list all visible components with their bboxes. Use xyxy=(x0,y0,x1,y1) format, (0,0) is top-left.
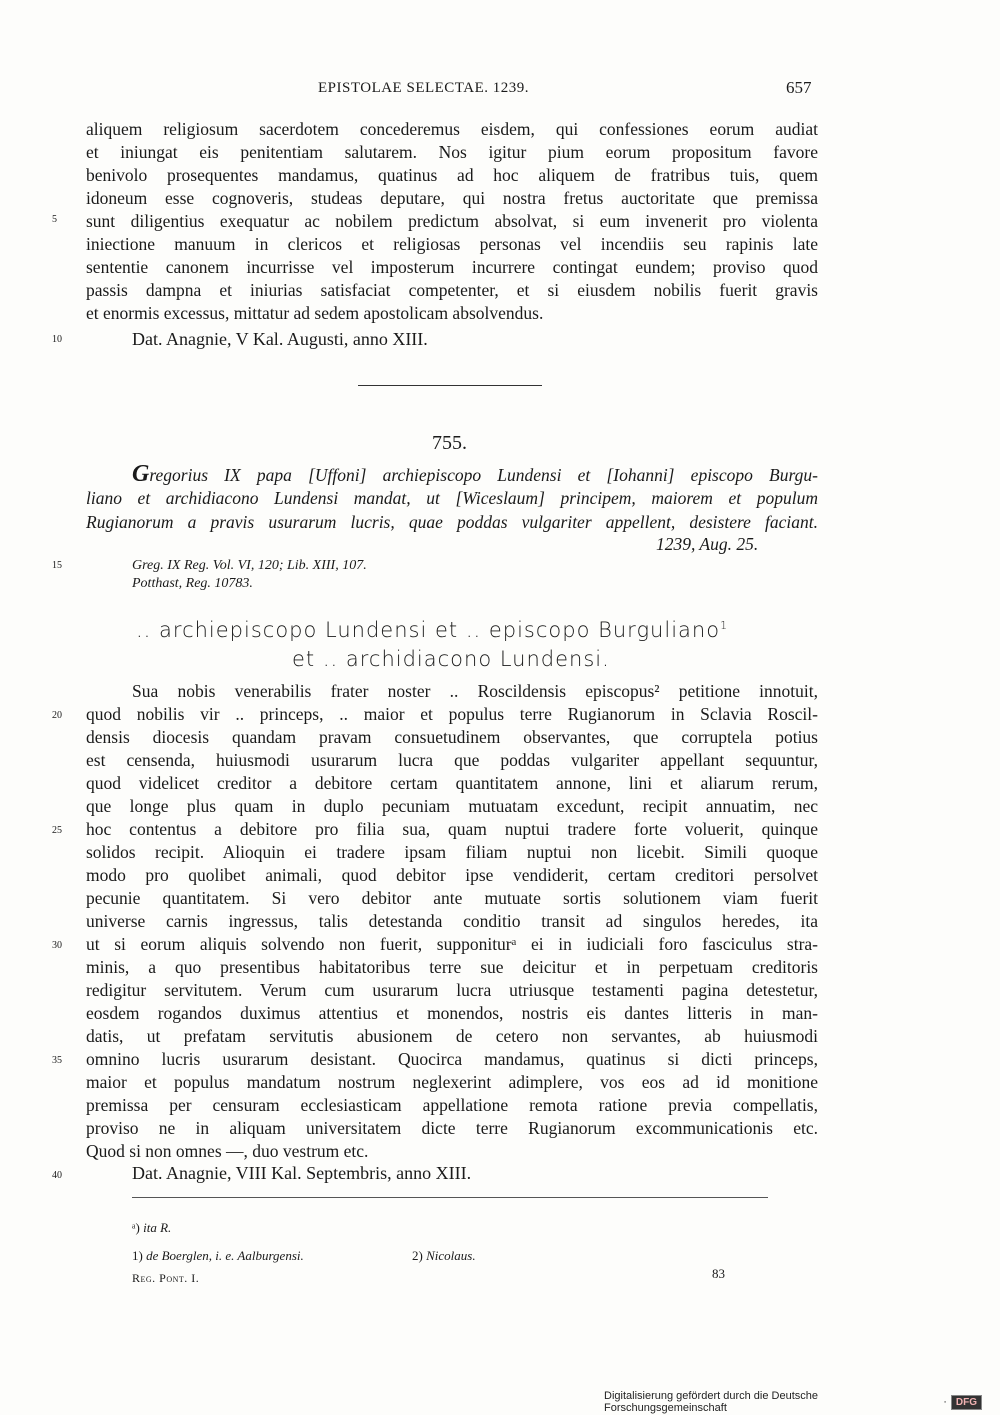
dfg-logo: DFG xyxy=(951,1395,982,1410)
text-line: idoneum esse cognoveris, studeas deputare, qui nostra fretus auctoritate que premissa xyxy=(86,188,818,208)
footnote-mark: 2) xyxy=(412,1248,423,1263)
text-line: omnino lucris usurarum desistant. Quocirca mandamus, quatinus si dicti princeps, xyxy=(86,1049,818,1069)
text-line: modo pro quolibet animali, quod debitor ipse vendiderit, certam creditori persolvet xyxy=(86,865,818,885)
summary-line: Rugianorum a pravis usurarum lucris, quae poddas vulgariter appellent, desistere faciant. xyxy=(86,512,818,532)
text-line: quod nobilis vir .. princeps, .. maior et populus terre Rugianorum in Sclavia Roscil- xyxy=(86,704,818,724)
digitization-footer: Digitalisierung gefördert durch die Deutsche Forschungsgemeinschaft · DFG xyxy=(604,1392,982,1412)
footnote-ref: 1 xyxy=(720,619,729,632)
address-line-2: et .. archidiacono Lundensi. xyxy=(292,647,610,671)
summary-text: regorius IX papa [Uffoni] archiepiscopo Lundensi et [Iohanni] episcopo Burgu- xyxy=(149,465,818,485)
footnote-text: ita R. xyxy=(143,1220,172,1235)
section-separator xyxy=(358,385,542,386)
text-line: et enormis excessus, mittatur ad sedem apostolicam absolvendus. xyxy=(86,303,544,323)
margin-line-number: 30 xyxy=(52,940,62,951)
dating-line: Dat. Anagnie, V Kal. Augusti, anno XIII. xyxy=(132,329,428,349)
dating-line: Dat. Anagnie, VIII Kal. Septembris, anno XIII. xyxy=(132,1163,472,1183)
text-line: sunt diligentius exequatur ac nobilem predictum absolvat, si eum invenerit pro violenta xyxy=(86,211,818,231)
address-line-1: .. archiepiscopo Lundensi et .. episcopo Burguliano$^1$ xyxy=(136,618,729,642)
footnote-text: de Boerglen, i. e. Aalburgensi. xyxy=(146,1248,304,1263)
letter-number: 755. xyxy=(432,432,467,454)
signature-number: 83 xyxy=(712,1266,725,1281)
text-line: quod videlicet creditor a debitore certam quantitatem annone, lini et aliarum rerum, xyxy=(86,773,818,793)
summary-line xyxy=(132,463,818,486)
text-line: universe carnis ingressus, talis detestanda conditio transit ad singulos heredes, ita xyxy=(86,911,818,931)
text-line: hoc contentus a debitore pro filia sua, quam nuptui tradere forte voluerit, quinque xyxy=(86,819,818,839)
text-line: ut si eorum aliquis solvendo non fuerit, supponiturᵃ ei in iudiciali foro fasciculus stra- xyxy=(86,934,818,954)
text-line: redigitur servitutem. Verum cum usurarum lucra utriusque testamenti pagina detestetur, xyxy=(86,980,818,1000)
margin-line-number: 40 xyxy=(52,1170,62,1181)
text-line: datis, ut prefatam servitutis abusionem de cetero non servantes, ab huiusmodi xyxy=(86,1026,818,1046)
text-line: Quod si non omnes —, duo vestrum etc. xyxy=(86,1141,369,1161)
margin-line-number: 15 xyxy=(52,560,62,571)
footnote-mark: ᵃ) xyxy=(132,1220,140,1235)
source-reference: Greg. IX Reg. Vol. VI, 120; Lib. XIII, 107. xyxy=(132,558,367,573)
text-line: proviso ne in aliquam universitatem dicte terre Rugianorum excommunicationis etc. xyxy=(86,1118,818,1138)
text-line: solidos recipit. Alioquin ei tradere ipsam filiam nuptui non licebit. Simili quoque xyxy=(86,842,818,862)
footnote-a xyxy=(132,1220,171,1236)
margin-line-number: 25 xyxy=(52,825,62,836)
margin-line-number: 5 xyxy=(52,214,57,225)
text-line: sententie canonem incurrisse vel imposterum incurrere contingat eundem; proviso quod xyxy=(86,257,818,277)
summary-date: 1239, Aug. 25. xyxy=(656,534,759,554)
margin-line-number: 20 xyxy=(52,710,62,721)
running-title: EPISTOLAE SELECTAE. 1239. xyxy=(318,80,530,96)
digitization-text: Digitalisierung gefördert durch die Deutsche Forschungsgemeinschaft xyxy=(604,1390,819,1414)
text-line: densis diocesis quandam pravam consuetudinem observantes, que corruptela potius xyxy=(86,727,818,747)
text-line: et iniungat eis penitentiam salutarem. Nos igitur pium eorum propositum favore xyxy=(86,142,818,162)
page-number: 657 xyxy=(786,78,812,97)
footnote-separator xyxy=(132,1197,768,1198)
footnote-2 xyxy=(412,1248,476,1264)
source-reference: Potthast, Reg. 10783. xyxy=(132,576,253,591)
margin-line-number: 10 xyxy=(52,334,62,345)
text-line: benivolo prosequentes mandamus, quatinus ad hoc aliquem de fratribus tuis, quem xyxy=(86,165,818,185)
text-line: Sua nobis venerabilis frater noster .. Roscildensis episcopus² petitione innotuit, xyxy=(132,681,818,701)
text-line: eosdem rogandos duximus attentius et monendos, nostris eis dantes litteris in man- xyxy=(86,1003,818,1023)
margin-line-number: 35 xyxy=(52,1055,62,1066)
footnote-1 xyxy=(132,1248,304,1264)
text-line: minis, a quo presentibus habitatoribus terre sue deicitur et in perpetuam creditoris xyxy=(86,957,818,977)
footnote-text: Nicolaus. xyxy=(426,1248,476,1263)
text-line: passis dampna et iniurias satisfaciat competenter, et si eiusdem nobilis fuerit gravis xyxy=(86,280,818,300)
initial-letter: G xyxy=(132,461,150,487)
text-line: maior et populus mandatum nostrum neglexerint adimplere, vos eos ad id monitione xyxy=(86,1072,818,1092)
text-line: pecunie quantitatem. Si vero debitor ante mutuate sortis solutionem viam fuerit xyxy=(86,888,818,908)
text-line: est censenda, huiusmodi usurarum lucra que poddas vulgariter appellant sequuntur, xyxy=(86,750,818,770)
summary-line: liano et archidiacono Lundensi mandat, ut [Wiceslaum] principem, maiorem et populum xyxy=(86,488,818,508)
text-line: aliquem religiosum sacerdotem concederemus eisdem, qui confessiones eorum audiat xyxy=(86,119,818,139)
footnote-mark: 1) xyxy=(132,1248,143,1263)
text-line: premissa per censuram ecclesiasticam appellatione remota ratione previa compellatis, xyxy=(86,1095,818,1115)
signature-mark: Reg. Pont. I. xyxy=(132,1271,200,1285)
text-line: iniectione manuum in clericos et religiosas personas vel incendiis seu rapinis late xyxy=(86,234,818,254)
text-line: que longe plus quam in duplo pecuniam mutuatam excedunt, recipit annuatim, nec xyxy=(86,796,818,816)
